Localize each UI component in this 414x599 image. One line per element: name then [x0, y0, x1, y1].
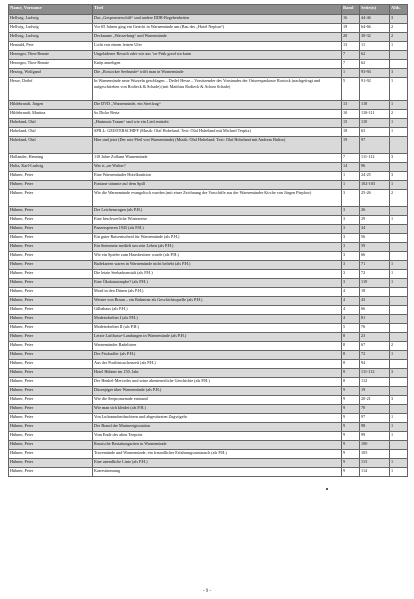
table-row — [9, 128, 408, 137]
table-row — [9, 78, 408, 101]
cell-abb — [390, 288, 408, 297]
cell-name: Hübner, Peter — [9, 216, 93, 225]
cell-title: Travemünde und Warnemünde, ein freundlicher Erfahrungsaustausch (als P.H.) — [93, 450, 342, 459]
cell-title: Der Henkel-Mercedes und seine abenteuerliche Geschichte (als P.H.) — [93, 378, 342, 387]
cell-band: 5 — [342, 78, 360, 101]
cell-band: 8 — [342, 369, 360, 378]
cell-title: Der Fischadler (als P.H.) — [93, 351, 342, 360]
cell-seite: 112 — [360, 378, 390, 387]
cell-name: Hübner, Peter — [9, 243, 93, 252]
cell-title: Fontane träumte auf dem Spill — [93, 181, 342, 190]
cell-seite: 44-46 — [360, 15, 390, 24]
cell-band: 13 — [342, 42, 360, 51]
cell-seite: 66 — [360, 252, 390, 261]
cell-name: Hildebrandt, Jürgen — [9, 101, 93, 110]
cell-band: 19 — [342, 137, 360, 154]
cell-abb — [390, 60, 408, 69]
cell-seite: 62 — [360, 60, 390, 69]
cell-name: Hübner, Peter — [9, 351, 93, 360]
cell-seite: 97 — [360, 414, 390, 423]
cell-seite: 114 — [360, 468, 390, 477]
cell-seite: 63 — [360, 128, 390, 137]
cell-name: Hobeland, Olaf — [9, 137, 93, 154]
cell-band: 3 — [342, 207, 360, 216]
table-row — [9, 405, 408, 414]
table-row — [9, 216, 408, 225]
cell-title: Panzersperren 1945 (als P.H.) — [93, 225, 342, 234]
cell-name: Hübner, Peter — [9, 396, 93, 405]
cell-band: 20 — [342, 33, 360, 42]
table-row — [9, 69, 408, 78]
cell-title: Ungeladener Besuch oder wie aus ’ne Prük good sin kann — [93, 51, 342, 60]
cell-abb: 1 — [390, 261, 408, 270]
cell-seite: 119 — [360, 279, 390, 288]
cell-name: Hübner, Peter — [9, 378, 93, 387]
cell-name: Hübner, Peter — [9, 441, 93, 450]
table-row — [9, 101, 408, 110]
cell-band: 9 — [342, 441, 360, 450]
cell-title: Die „Rostocker Seehunde“ trifft man in Warnemünde — [93, 69, 342, 78]
header-seite: Seite(n) — [360, 5, 390, 15]
table-row — [9, 297, 408, 306]
table-row — [9, 225, 408, 234]
cell-abb: 1 — [390, 432, 408, 441]
cell-abb — [390, 324, 408, 333]
cell-title: 6x Dicke Berta — [93, 110, 342, 119]
cell-abb — [390, 450, 408, 459]
cell-seite: 98 — [360, 423, 390, 432]
cell-seite: 71 — [360, 261, 390, 270]
cell-seite: 18 — [360, 288, 390, 297]
cell-band: 3 — [342, 270, 360, 279]
table-row — [9, 190, 408, 207]
cell-seite: 30-32 — [360, 33, 390, 42]
cell-abb — [390, 441, 408, 450]
table-row — [9, 119, 408, 128]
cell-abb: 3 — [390, 154, 408, 163]
cell-band: 3 — [342, 252, 360, 261]
cell-name: Hübner, Peter — [9, 423, 93, 432]
table-row — [9, 252, 408, 261]
table-row — [9, 51, 408, 60]
cell-title: Düsenjäger über Warnemünde (als P.H.) — [93, 387, 342, 396]
table-row — [9, 288, 408, 297]
cell-band: 3 — [342, 243, 360, 252]
cell-abb — [390, 243, 408, 252]
cell-title: Licht von einem fernen Ufer — [93, 42, 342, 51]
cell-band: 9 — [342, 387, 360, 396]
cell-name: Hübner, Peter — [9, 360, 93, 369]
cell-seite: 118 — [360, 101, 390, 110]
cell-abb: 3 — [390, 172, 408, 181]
cell-seite: 56 — [360, 234, 390, 243]
cell-band: 3 — [342, 190, 360, 207]
cell-abb — [390, 297, 408, 306]
cell-abb — [390, 405, 408, 414]
table-row — [9, 324, 408, 333]
table-row — [9, 441, 408, 450]
cell-title: Eine beschwerliche Winterreise — [93, 216, 342, 225]
cell-abb — [390, 378, 408, 387]
cell-title: Wie die Warnemünde evangelisch wurden (mit einer Zeichnung der Vorschiffe aus der Warnemünder Kirche von Jürgen Pieplow) — [93, 190, 342, 207]
table-row — [9, 432, 408, 441]
cell-title: Modetrohelten II (als P.H.) — [93, 324, 342, 333]
cell-band: 10 — [342, 110, 360, 119]
cell-band: 13 — [342, 101, 360, 110]
cell-title: Deckname „Wasserburg“ und Warnemünde — [93, 33, 342, 42]
cell-name: Hübner, Peter — [9, 261, 93, 270]
cell-name: Hübner, Peter — [9, 172, 93, 181]
cell-title: Wie ein Spieler zum Hausbesitzer wurde (als P.H.) — [93, 252, 342, 261]
table-row — [9, 360, 408, 369]
table-row — [9, 33, 408, 42]
cell-title: Ein guter Ratsentscheid für Warnemünde (als P.H.) — [93, 234, 342, 243]
cell-band: 3 — [342, 279, 360, 288]
cell-abb: 2 — [390, 33, 408, 42]
cell-title: Vor 65 Jahren ging ein Gericht in Warnemünde um (Bau des „Hotel Neptun“) — [93, 24, 342, 33]
table-row — [9, 207, 408, 216]
cell-name: Holtz, Karl-Ludwig — [9, 163, 93, 172]
cell-seite: 43 — [360, 297, 390, 306]
cell-name: Hesse, Detlef — [9, 78, 93, 101]
cell-title: SPILL: GEISTERSCHIFF (Musik: Olaf Hobeland. Text: Olaf Hobeland mit Michael Terpitz) — [93, 128, 342, 137]
table-row — [9, 351, 408, 360]
cell-name: Herzogm, Thea-Renate — [9, 60, 93, 69]
cell-band: 4 — [342, 288, 360, 297]
cell-abb: 2 — [390, 24, 408, 33]
cell-name: Herzog, Wolfgand — [9, 69, 93, 78]
cell-title: „Hartmuts Traum“ und wie ein Lied entsteht — [93, 119, 342, 128]
table-row — [9, 234, 408, 243]
header-name: Name, Vorname — [9, 5, 93, 15]
cell-seite: 62 — [360, 51, 390, 60]
cell-band: 3 — [342, 261, 360, 270]
table-row — [9, 24, 408, 33]
table-row — [9, 450, 408, 459]
cell-name: Hübner, Peter — [9, 315, 93, 324]
cell-abb — [390, 387, 408, 396]
cell-seite: 110 — [360, 119, 390, 128]
cell-band: 3 — [342, 234, 360, 243]
cell-name: Hübner, Peter — [9, 297, 93, 306]
table-row — [9, 306, 408, 315]
cell-band: 9 — [342, 459, 360, 468]
cell-title: Badekarren waren in Warnemünde nicht beliebt (als P.H.) — [93, 261, 342, 270]
index-table-sheet — [8, 4, 407, 477]
cell-title: Mord in den Dünen (als P.H.) — [93, 288, 342, 297]
cell-name: Hellwig, Ludwig — [9, 33, 93, 42]
table-row — [9, 396, 408, 405]
cell-seite: 66 — [360, 306, 390, 315]
cell-seite: 59 — [360, 243, 390, 252]
cell-band: 19 — [342, 24, 360, 33]
cell-seite: 11 — [360, 42, 390, 51]
cell-band: 9 — [342, 468, 360, 477]
cell-name: Hübner, Peter — [9, 306, 93, 315]
table-row — [9, 60, 408, 69]
cell-name: Hellwig, Ludwig — [9, 24, 93, 33]
cell-band: 1 — [342, 69, 360, 78]
cell-title: Die DVD „Warnemünde, ein Streifzug“ — [93, 101, 342, 110]
cell-name: Hübner, Peter — [9, 369, 93, 378]
cell-seite: 76 — [360, 324, 390, 333]
cell-band: 9 — [342, 450, 360, 459]
cell-title: Letzte Luftbusse-Landungen in Warnemünde (als P.H.) — [93, 333, 342, 342]
cell-abb: 2 — [390, 190, 408, 207]
cell-name: Hübner, Peter — [9, 333, 93, 342]
table-row — [9, 387, 408, 396]
cell-abb: 1 — [390, 351, 408, 360]
cell-name: Hübner, Peter — [9, 270, 93, 279]
cell-title: Eine Warnemünder Hotelkratition — [93, 172, 342, 181]
cell-name: Hübner, Peter — [9, 181, 93, 190]
cell-name: Hübner, Peter — [9, 190, 93, 207]
cell-band: 8 — [342, 351, 360, 360]
cell-abb: 1 — [390, 468, 408, 477]
cell-name: Hübner, Peter — [9, 468, 93, 477]
cell-title: Vom Ende des alten Teepotts — [93, 432, 342, 441]
cell-title: Wie man sich kleidet (als P.H.) — [93, 405, 342, 414]
cell-title: Der Leichenwagen (als P.H.) — [93, 207, 342, 216]
table-row — [9, 279, 408, 288]
cell-band: 8 — [342, 342, 360, 351]
cell-seite: 110-111 — [360, 110, 390, 119]
cell-band: 1 — [342, 172, 360, 181]
table-row — [9, 172, 408, 181]
cell-band: 14 — [342, 163, 360, 172]
cell-abb: 1 — [390, 423, 408, 432]
cell-name: Hübner, Peter — [9, 405, 93, 414]
cell-seite: 34 — [360, 225, 390, 234]
cell-abb: 1 — [390, 119, 408, 128]
header-abb: Abb. — [390, 5, 408, 15]
table-row — [9, 163, 408, 172]
cell-seite: 97 — [360, 137, 390, 154]
cell-band: 9 — [342, 414, 360, 423]
cell-name: Hübner, Peter — [9, 252, 93, 261]
header-title: Titel — [93, 5, 342, 15]
cell-title: Warnemünder Badelisten — [93, 342, 342, 351]
table-body — [9, 15, 408, 477]
cell-title: Wat is „ne Wulter? — [93, 163, 342, 172]
cell-name: Hobeland, Olaf — [9, 128, 93, 137]
cell-name: Henauld, Pete — [9, 42, 93, 51]
cell-name: Hollander, Henning — [9, 154, 93, 163]
cell-seite: 93-94 — [360, 69, 390, 78]
cell-abb: 1 — [390, 459, 408, 468]
cell-name: Hübner, Peter — [9, 225, 93, 234]
table-row — [9, 270, 408, 279]
cell-seite: 113 — [360, 459, 390, 468]
cell-abb: 1 — [390, 270, 408, 279]
table-row — [9, 414, 408, 423]
cell-seite: 72 — [360, 351, 390, 360]
scan-speck — [326, 488, 328, 490]
cell-abb — [390, 315, 408, 324]
cell-title: Katerstimmung — [93, 468, 342, 477]
cell-title: Die letzte Seebadeanstalt (als P.H.) — [93, 270, 342, 279]
cell-title: In Warnemünde neue Wurzeln geschlagen – Detlef Hesse – Vorsitzender des Vorstandes der Ostseesparkasse Rostock (nachgefragt und aufgeschrieben von Rodieck & Schade) (mit Matthias Rodieck & Achim Schade) — [93, 78, 342, 101]
cell-seite: 70 — [360, 405, 390, 414]
cell-seite: 19 — [360, 387, 390, 396]
cell-name: Hellwig, Ludwig — [9, 15, 93, 24]
cell-band: 8 — [342, 378, 360, 387]
cell-band: 9 — [342, 396, 360, 405]
cell-abb — [390, 225, 408, 234]
cell-abb: 1 — [390, 42, 408, 51]
cell-seite: 100 — [360, 441, 390, 450]
table-row — [9, 110, 408, 119]
cell-abb: 1 — [390, 78, 408, 101]
cell-abb — [390, 234, 408, 243]
table-row — [9, 181, 408, 190]
cell-abb: 1 — [390, 279, 408, 288]
cell-name: Herzogm, Thea-Renate — [9, 51, 93, 60]
cell-seite: 103 — [360, 450, 390, 459]
cell-abb — [390, 360, 408, 369]
cell-seite: 29 — [360, 216, 390, 225]
cell-title: Eine unendliche Linie (als P.H.) — [93, 459, 342, 468]
cell-title: Gilbahaus (als P.H.) — [93, 306, 342, 315]
cell-abb: 2 — [390, 110, 408, 119]
cell-seite: 102-103 — [360, 181, 390, 190]
cell-abb — [390, 137, 408, 154]
cell-seite: 72 — [360, 270, 390, 279]
table-row — [9, 459, 408, 468]
cell-seite: 94 — [360, 360, 390, 369]
cell-title: Aus der Posthistoschenzeit (als P.H.) — [93, 360, 342, 369]
cell-seite: 91-92 — [360, 78, 390, 101]
cell-title: Knöp annehgen — [93, 60, 342, 69]
cell-abb: 3 — [390, 15, 408, 24]
cell-seite: 99 — [360, 432, 390, 441]
table-row — [9, 342, 408, 351]
cell-name: Hübner, Peter — [9, 432, 93, 441]
cell-seite: 26 — [360, 207, 390, 216]
cell-band: 4 — [342, 315, 360, 324]
cell-band: 9 — [342, 423, 360, 432]
table-row — [9, 137, 408, 154]
cell-seite: 81 — [360, 315, 390, 324]
cell-seite: 23 — [360, 333, 390, 342]
cell-band: 1 — [342, 181, 360, 190]
cell-seite: 20-21 — [360, 396, 390, 405]
cell-band: 4 — [342, 306, 360, 315]
table-header-row — [9, 5, 408, 15]
cell-name: Hübner, Peter — [9, 279, 93, 288]
cell-band: 16 — [342, 15, 360, 24]
cell-seite: 67 — [360, 342, 390, 351]
cell-seite: 24-25 — [360, 172, 390, 181]
cell-abb: 2 — [390, 342, 408, 351]
cell-name: Hübner, Peter — [9, 342, 93, 351]
cell-title: Der Brand der Marineeigtsstation — [93, 423, 342, 432]
cell-band: 8 — [342, 333, 360, 342]
cell-abb — [390, 51, 408, 60]
cell-band: 4 — [342, 297, 360, 306]
table-row — [9, 315, 408, 324]
table-row — [9, 243, 408, 252]
table-row — [9, 261, 408, 270]
cell-name: Hildebrandt, Martina — [9, 110, 93, 119]
cell-band: 18 — [342, 128, 360, 137]
cell-title: Wie die Seepromenade entstand — [93, 396, 342, 405]
table-row — [9, 468, 408, 477]
cell-abb: 3 — [390, 369, 408, 378]
page-number: - 9 - — [202, 589, 212, 594]
cell-seite: 96 — [360, 163, 390, 172]
cell-title: Hotel Hübner im 150. Jahr — [93, 369, 342, 378]
cell-band: 15 — [342, 119, 360, 128]
cell-name: Hübner, Peter — [9, 450, 93, 459]
cell-band: 7 — [342, 60, 360, 69]
table-row — [9, 369, 408, 378]
cell-abb: 1 — [390, 181, 408, 190]
cell-title: Von Luftraumbeobachtern und abgestürzten Zugvögeln — [93, 414, 342, 423]
cell-name: Hübner, Peter — [9, 207, 93, 216]
cell-abb — [390, 163, 408, 172]
header-band: Band — [342, 5, 360, 15]
table-row — [9, 15, 408, 24]
cell-title: Werner von Braun – ein Ruhmine als Geschichtsquelle (als P.H.) — [93, 297, 342, 306]
cell-name: Hübner, Peter — [9, 387, 93, 396]
author-index-table — [8, 4, 408, 477]
table-row — [9, 42, 408, 51]
cell-abb: 1 — [390, 414, 408, 423]
cell-band: 3 — [342, 225, 360, 234]
cell-title: Das „Gespensterschiff“ und andere DDR-Begebenheiten — [93, 15, 342, 24]
cell-name: Hübner, Peter — [9, 324, 93, 333]
cell-title: Modetrohelten I (als P.H.) — [93, 315, 342, 324]
cell-band: 7 — [342, 51, 360, 60]
table-row — [9, 333, 408, 342]
cell-name: Hobeland, Olaf — [9, 119, 93, 128]
cell-name: Hübner, Peter — [9, 288, 93, 297]
cell-abb — [390, 252, 408, 261]
cell-seite: 111-112 — [360, 369, 390, 378]
cell-title: 110 Jahre Zollamt Warnemünde — [93, 154, 342, 163]
cell-name: Hübner, Peter — [9, 459, 93, 468]
cell-band: 9 — [342, 432, 360, 441]
cell-title: Ein Steinmetz meißelt um sein Leben (als P.H.) — [93, 243, 342, 252]
cell-abb — [390, 306, 408, 315]
cell-seite: 64-66 — [360, 24, 390, 33]
cell-abb: 1 — [390, 101, 408, 110]
table-row — [9, 378, 408, 387]
cell-seite: 111-112 — [360, 154, 390, 163]
table-row — [9, 423, 408, 432]
cell-abb: 1 — [390, 128, 408, 137]
table-row — [9, 154, 408, 163]
cell-abb: 1 — [390, 216, 408, 225]
cell-abb — [390, 207, 408, 216]
cell-title: Russische Bestattungsriten in Warnemünde — [93, 441, 342, 450]
cell-name: Hübner, Peter — [9, 234, 93, 243]
cell-abb — [390, 333, 408, 342]
cell-title: Hier und jetzt (Der rote Pfeil von Warnemünde) (Musik: Olaf Hobeland. Text: Olaf Hobeland mit Andreas Bulise) — [93, 137, 342, 154]
cell-abb: 3 — [390, 69, 408, 78]
cell-band: 9 — [342, 405, 360, 414]
cell-band: 8 — [342, 360, 360, 369]
cell-seite: 25-26 — [360, 190, 390, 207]
cell-band: 3 — [342, 216, 360, 225]
cell-abb: 3 — [390, 396, 408, 405]
cell-band: 5 — [342, 324, 360, 333]
cell-name: Hübner, Peter — [9, 414, 93, 423]
cell-title: Eine Ökokatastrophe? (als P.H.) — [93, 279, 342, 288]
cell-band: 7 — [342, 154, 360, 163]
